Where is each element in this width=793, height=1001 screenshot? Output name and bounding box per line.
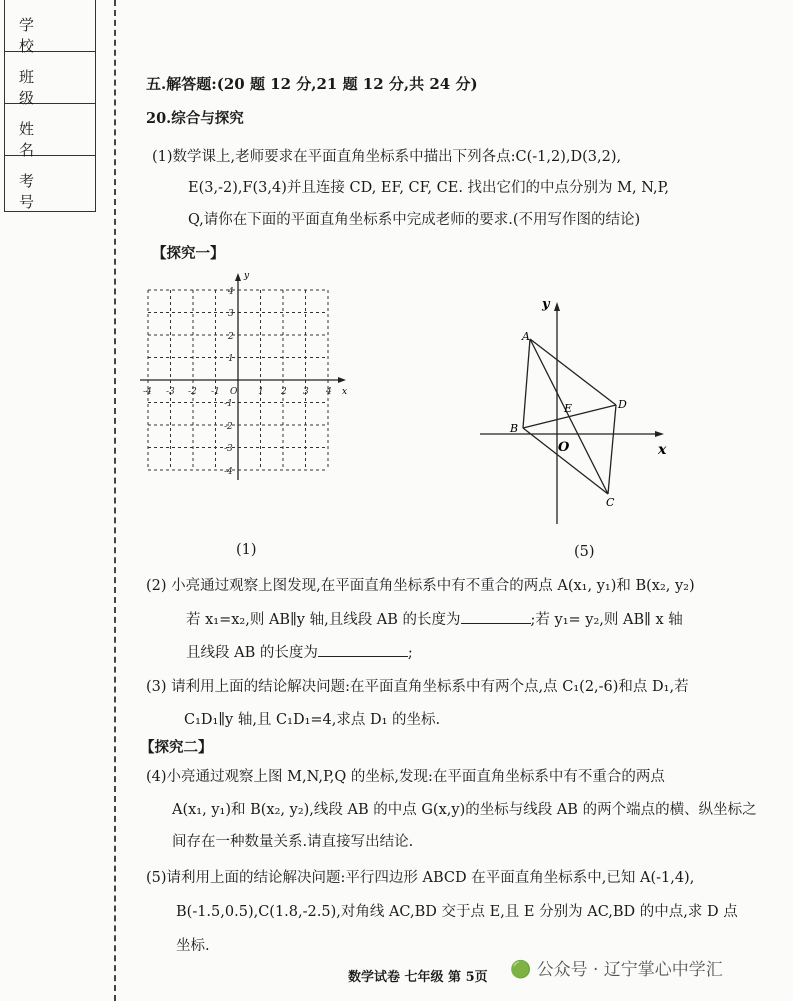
parallelogram-figure xyxy=(478,294,678,530)
answer-blank-1[interactable] xyxy=(461,609,531,624)
point-c-label: C xyxy=(606,496,615,509)
grid-y-tick: 3 xyxy=(228,309,234,319)
explore-two-label: 【探究二】 xyxy=(140,739,213,756)
grid-x-tick: -3 xyxy=(166,387,175,397)
grid-x-tick: 4 xyxy=(326,387,332,397)
part2-line1: (2) 小亮通过观察上图发现,在平面直角坐标系中有不重合的两点 A(x₁, y₁)和 B(x₂, y₂) xyxy=(146,578,695,594)
info-number: 考 号 xyxy=(19,172,49,211)
part2-line2-text-b: ;若 y₁= y₂,则 AB∥ x 轴 xyxy=(530,612,683,628)
part2-line3-text-a: 且线段 AB 的长度为 xyxy=(186,645,318,661)
info-class: 班 级 xyxy=(5,52,95,104)
part1-line3: Q,请你在下面的平面直角坐标系中完成老师的要求.(不用写作图的结论) xyxy=(188,212,641,228)
grid-y-tick: 4 xyxy=(228,287,234,297)
info-name: 姓 名 xyxy=(5,104,95,156)
grid-x-tick: 3 xyxy=(303,387,309,397)
grid-origin-label: O xyxy=(230,387,238,397)
grid-x-tick: -1 xyxy=(211,387,220,397)
grid-x-axis-label: x xyxy=(342,387,348,397)
grid-coordinate-figure xyxy=(130,268,360,498)
point-b-label: B xyxy=(510,422,519,435)
grid-y-tick: -4 xyxy=(224,467,233,477)
grid-x-tick: -4 xyxy=(143,387,152,397)
answer-blank-2[interactable] xyxy=(318,642,408,657)
part1-line1: (1)数学课上,老师要求在平面直角坐标系中描出下列各点:C(-1,2),D(3,2), xyxy=(152,149,622,165)
para-origin-label: O xyxy=(558,440,570,455)
para-figure-caption: (5) xyxy=(574,544,595,560)
point-d-label: D xyxy=(618,398,627,411)
part4-line1: (4)小亮通过观察上图 M,N,P,Q 的坐标,发现:在平面直角坐标系中有不重合的两点 xyxy=(146,769,665,785)
part5-line3: 坐标. xyxy=(176,938,210,954)
para-y-axis-label: y xyxy=(542,297,550,312)
grid-y-tick: 2 xyxy=(228,332,234,342)
question-20-title: 20.综合与探究 xyxy=(146,110,244,127)
watermark-text: 🟢 公众号 · 辽宁掌心中学汇 xyxy=(510,960,723,980)
part4-line3: 间存在一种数量关系.请直接写出结论. xyxy=(172,834,414,850)
section-title: 五.解答题:(20 题 12 分,21 题 12 分,共 24 分) xyxy=(146,75,478,93)
part2-line3-text-b: ; xyxy=(407,645,413,661)
part4-line2: A(x₁, y₁)和 B(x₂, y₂),线段 AB 的中点 G(x,y)的坐标与线段 AB 的两个端点的横、纵坐标之 xyxy=(172,802,757,818)
grid-y-tick: -2 xyxy=(224,422,233,432)
part2-line3 xyxy=(186,642,413,663)
part5-line1: (5)请利用上面的结论解决问题:平行四边形 ABCD 在平面直角坐标系中,已知 A(-1,4), xyxy=(146,870,695,886)
grid-y-tick: 1 xyxy=(228,354,234,364)
student-info-table xyxy=(4,0,96,212)
para-x-axis-label: x xyxy=(658,442,667,458)
page-footer: 数学试卷 七年级 第 5页 xyxy=(348,970,488,985)
part2-line2-text-a: 若 x₁=x₂,则 AB∥y 轴,且线段 AB 的长度为 xyxy=(186,612,461,628)
binding-dashed-line xyxy=(114,0,116,1001)
grid-x-tick: 1 xyxy=(258,387,264,397)
grid-y-tick: -3 xyxy=(224,444,233,454)
part3-line1: (3) 请利用上面的结论解决问题:在平面直角坐标系中有两个点,点 C₁(2,-6)和点 D₁,若 xyxy=(146,679,689,695)
grid-y-tick: -1 xyxy=(224,399,233,409)
point-a-label: A xyxy=(522,330,530,343)
grid-x-tick: 2 xyxy=(281,387,287,397)
point-e-label: E xyxy=(564,402,573,415)
part3-line2: C₁D₁∥y 轴,且 C₁D₁=4,求点 D₁ 的坐标. xyxy=(184,712,441,728)
explore-one-label: 【探究一】 xyxy=(152,245,225,262)
part1-line2: E(3,-2),F(3,4)并且连接 CD, EF, CF, CE. 找出它们的中点分别为 M, N,P, xyxy=(188,180,670,196)
grid-figure-caption: (1) xyxy=(236,542,257,558)
part5-line2: B(-1.5,0.5),C(1.8,-2.5),对角线 AC,BD 交于点 E,且 E 分别为 AC,BD 的中点,求 D 点 xyxy=(176,904,738,920)
part2-line2 xyxy=(186,609,683,630)
grid-y-axis-label: y xyxy=(244,271,250,281)
info-school: 学 校 xyxy=(5,0,95,52)
grid-x-tick: -2 xyxy=(188,387,197,397)
